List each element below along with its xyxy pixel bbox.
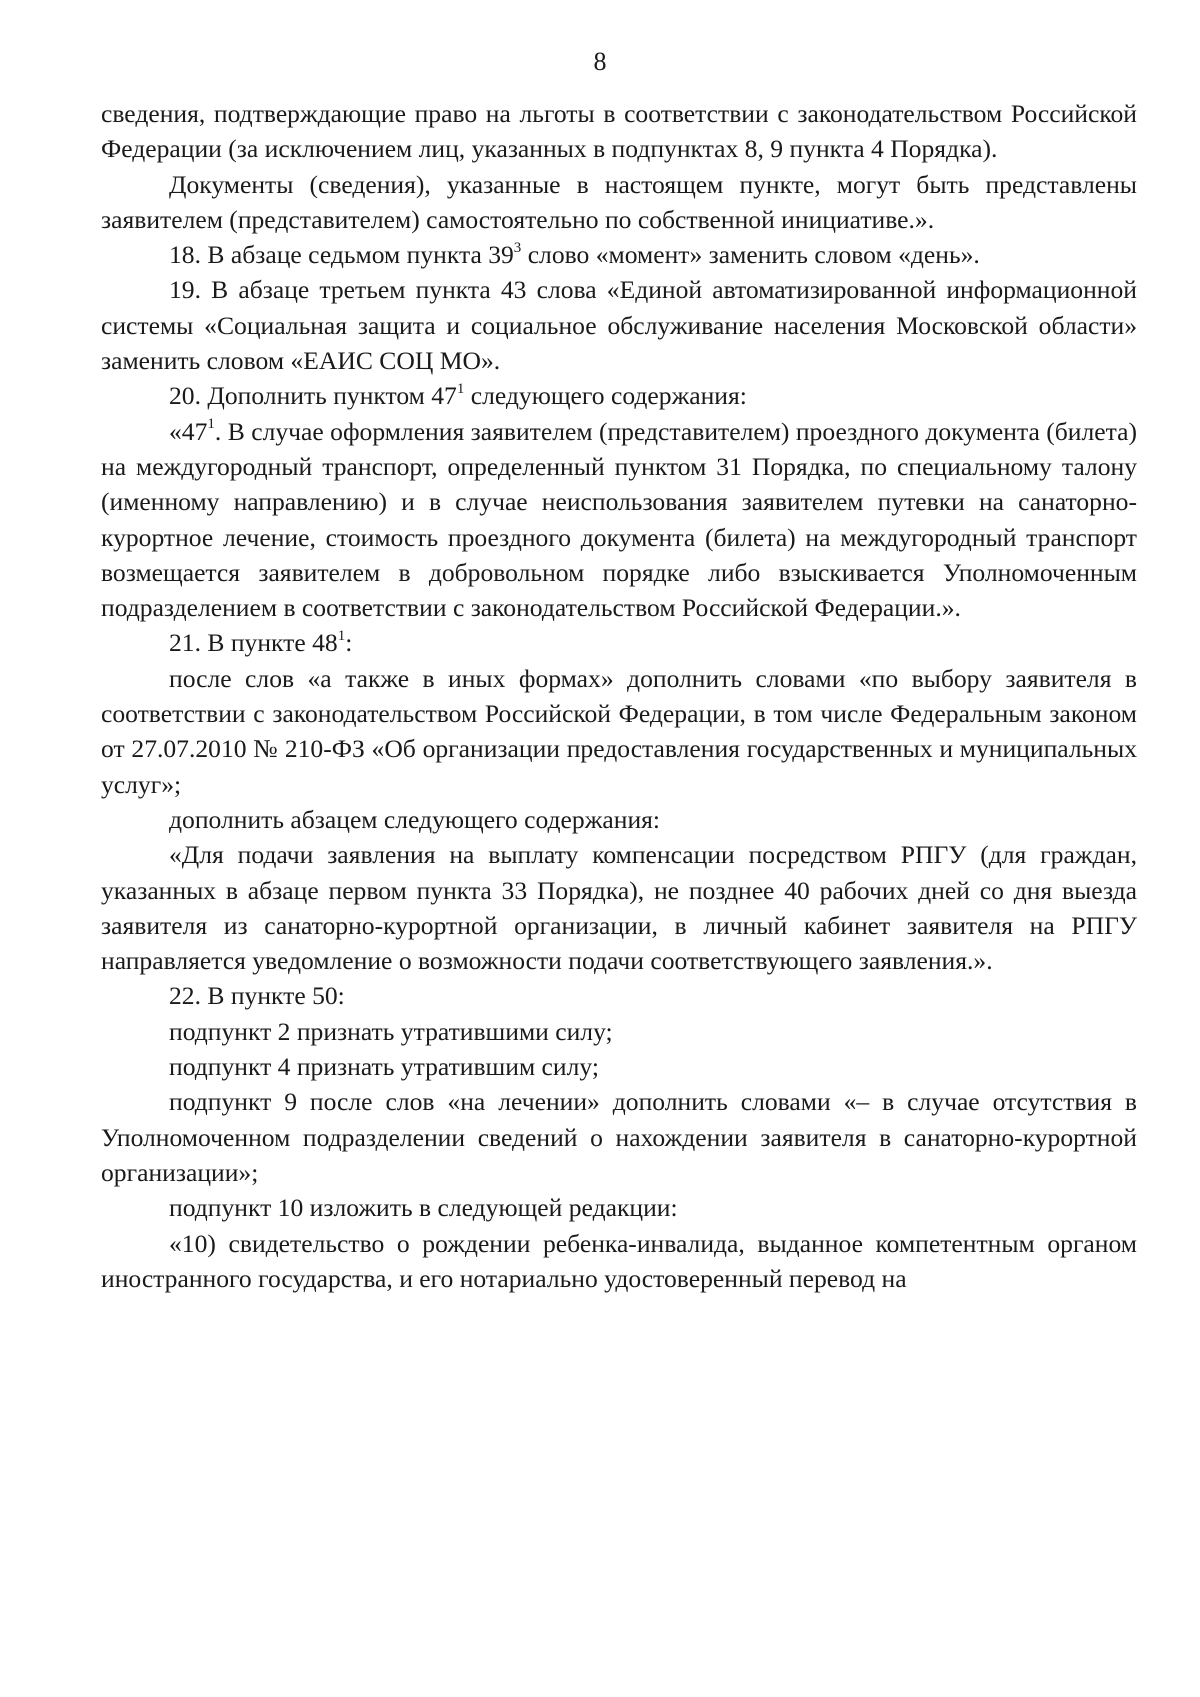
paragraph-1	[101, 96, 1137, 167]
paragraph-text: Документы (сведения), указанные в настоящем пункте, могут быть представлены заявителем (представителем) самостоятельно по собственной инициативе.».	[101, 169, 1137, 234]
superscript: 1	[456, 380, 465, 397]
paragraph-text-before: 18. В абзаце седьмом пункта 39	[169, 240, 514, 270]
paragraph-15	[101, 1190, 1137, 1225]
superscript: 1	[207, 416, 215, 433]
paragraph-12	[101, 1014, 1137, 1049]
document-body	[101, 96, 1137, 1296]
paragraph-7	[101, 625, 1137, 660]
paragraph-10	[101, 837, 1137, 978]
paragraph-4	[101, 272, 1137, 378]
paragraph-text: «10) свидетельство о рождении ребенка-инвалида, выданное компетентным органом иностранного государства, и его нотариально удостоверенный перевод на	[101, 1228, 1137, 1293]
paragraph-text: после слов «а также в иных формах» дополнить словами «по выбору заявителя в соответствии с законодательством Российской Федерации, в том числе Федеральным законом от 27.07.2010 № 210-ФЗ «Об организации предоставления государственных и муниципальных услуг»;	[101, 663, 1137, 799]
paragraph-text: сведения, подтверждающие право на льготы в соответствии с законодательством Российской Федерации (за исключением лиц, указанных в подпунктах 8, 9 пункта 4 Порядка).	[101, 99, 1137, 164]
paragraph-text: 22. В пункте 50:	[169, 981, 345, 1011]
paragraph-text-before: 20. Дополнить пунктом 47	[169, 381, 457, 411]
paragraph-14	[101, 1084, 1137, 1190]
paragraph-text: подпункт 4 признать утратившим силу;	[169, 1052, 599, 1082]
paragraph-text: подпункт 9 после слов «на лечении» дополнить словами «– в случае отсутствия в Уполномоченном подразделении сведений о нахождении заявителя в санаторно-курортной организации»;	[101, 1087, 1137, 1187]
paragraph-text: дополнить абзацем следующего содержания:	[169, 804, 661, 834]
paragraph-text-after: слово «момент» заменить словом «день».	[521, 240, 980, 270]
paragraph-3	[101, 237, 1137, 272]
superscript: 3	[513, 239, 522, 256]
paragraph-text: подпункт 10 изложить в следующей редакции:	[169, 1193, 678, 1223]
paragraph-2	[101, 167, 1137, 238]
paragraph-9	[101, 802, 1137, 837]
paragraph-text: 19. В абзаце третьем пункта 43 слова «Единой автоматизированной информационной системы «Социальная защита и социальное обслуживание населения Московской области» заменить словом «ЕАИС СОЦ МО».	[101, 275, 1137, 376]
paragraph-8	[101, 661, 1137, 802]
paragraph-5	[101, 378, 1137, 413]
paragraph-text-after: . В случае оформления заявителем (представителем) проездного документа (билета) на междугородный транспорт, определенный пунктом 31 Порядка, по специальному талону (именному направлению) и в случае неиспользования заявителем путевки на санаторно-курортное лечение, стоимость проездного документа (билета) на междугородный транспорт возмещается заявителем в добровольном порядке либо взыскивается Уполномоченным подразделением в соответствии с законодательством Российской Федерации.».	[101, 416, 1137, 623]
paragraph-text: «Для подачи заявления на выплату компенсации посредством РПГУ (для граждан, указанных в абзаце первом пункта 33 Порядка), не позднее 40 рабочих дней со дня выезда заявителя из санаторно-курортной организации, в личный кабинет заявителя на РПГУ направляется уведомление о возможности подачи соответствующего заявления.».	[101, 840, 1137, 976]
paragraph-text-before: 21. В пункте 48	[169, 628, 338, 658]
paragraph-text-after: следующего содержания:	[464, 381, 747, 411]
page-number: 8	[593, 47, 607, 76]
paragraph-11	[101, 978, 1137, 1013]
paragraph-text-before: «47	[169, 416, 208, 446]
paragraph-text: подпункт 2 признать утратившими силу;	[169, 1016, 613, 1046]
superscript: 1	[337, 627, 346, 644]
paragraph-16	[101, 1226, 1137, 1297]
paragraph-13	[101, 1049, 1137, 1084]
paragraph-text-after: :	[345, 628, 353, 658]
paragraph-6	[101, 414, 1137, 626]
